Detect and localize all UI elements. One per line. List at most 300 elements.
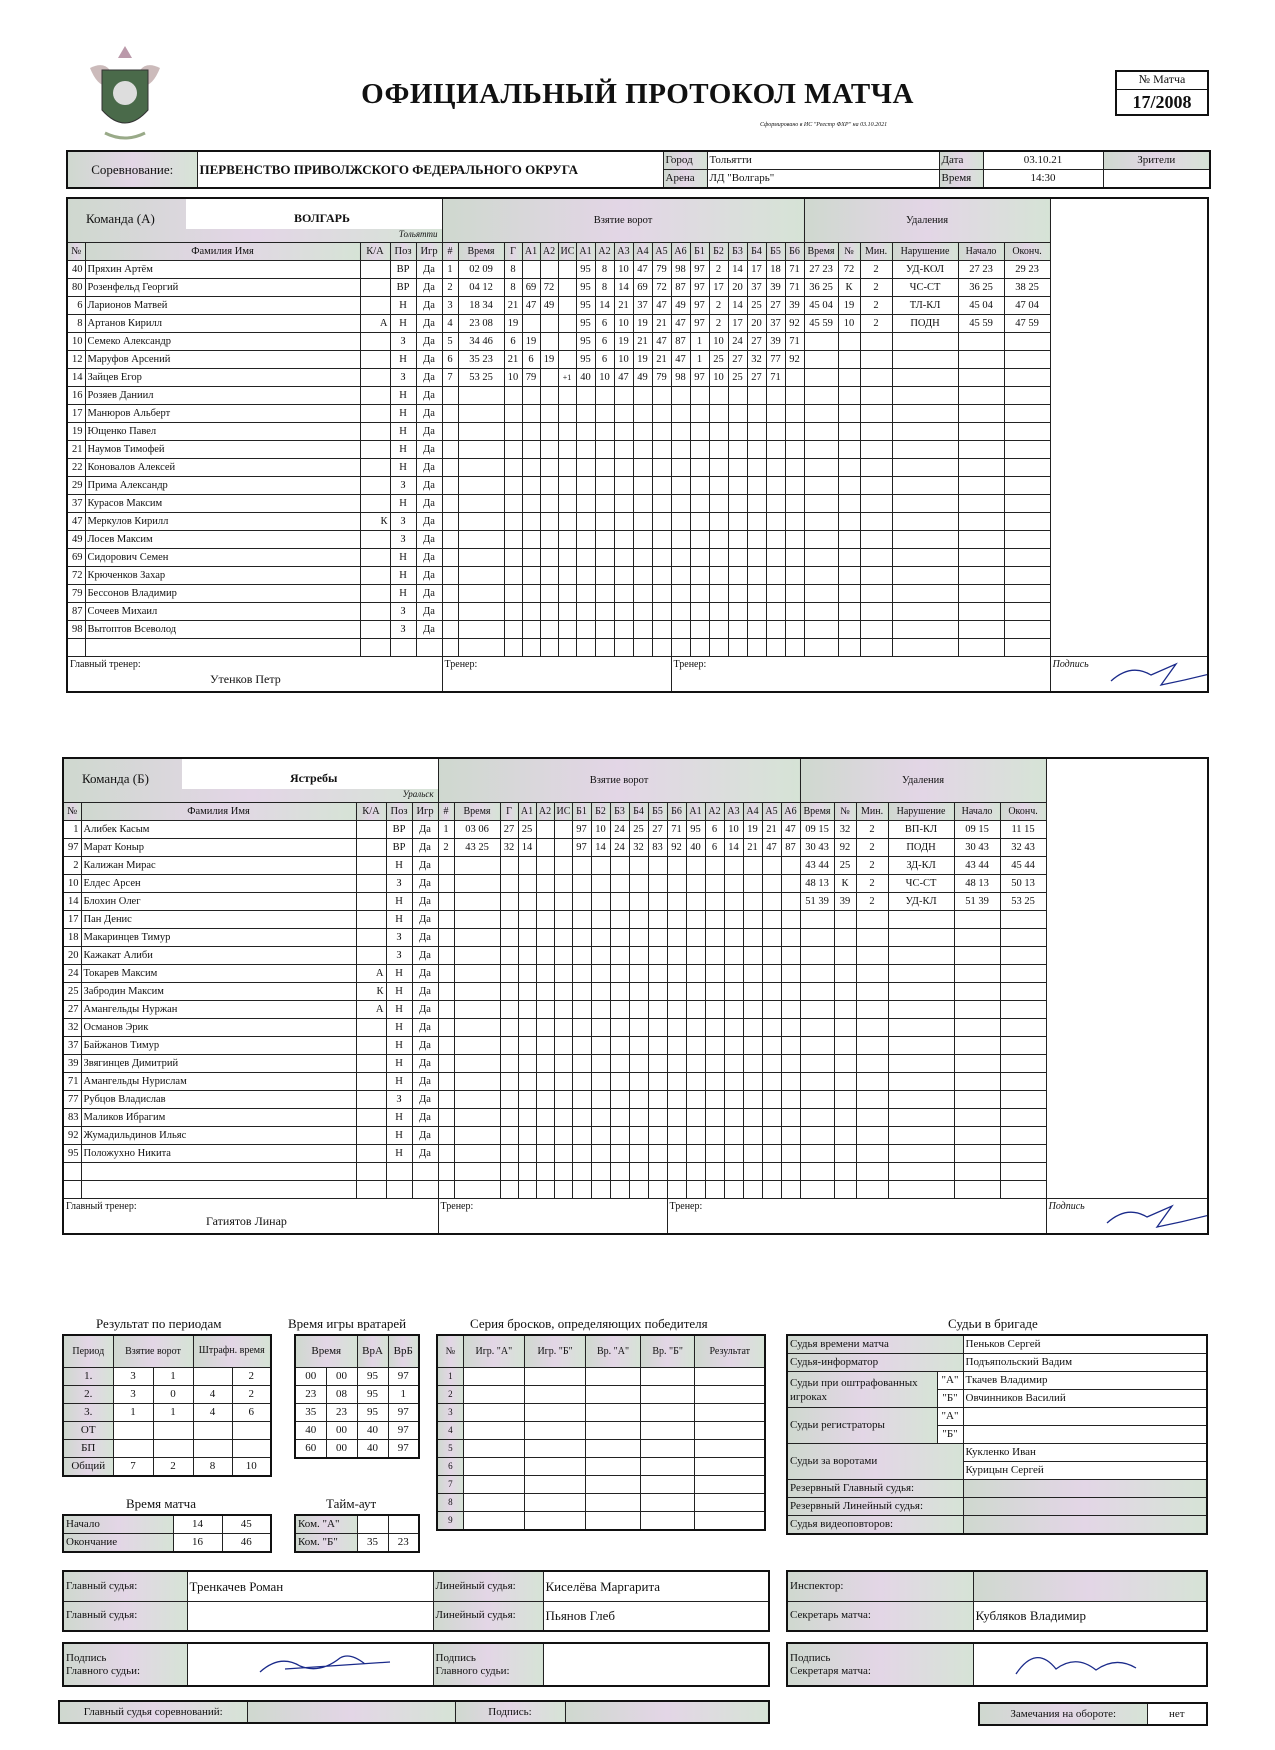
teamB-penalty-cell (1000, 1072, 1046, 1090)
teamB-goal-cell (591, 964, 610, 982)
teamB-row (63, 910, 1208, 928)
teamA-goal-cell (504, 602, 522, 620)
teamB-goal-cell (438, 1162, 454, 1180)
teamA-penalty-cell: 47 59 (1004, 314, 1050, 332)
teamA-penalty-cell (1004, 368, 1050, 386)
teamA-goal-cell: 6 (442, 350, 458, 368)
teamB-goal-cell (591, 928, 610, 946)
teamB-goal-cell (743, 964, 762, 982)
teamB-goal-cell: 83 (648, 838, 667, 856)
teamB-goal-cell (629, 1000, 648, 1018)
teamA-goal-cell (671, 602, 690, 620)
teamA-goal-cell (522, 458, 540, 476)
teamB-goals-col-15: А4 (743, 802, 762, 820)
teamA-player-name: Зайцев Егор (85, 368, 360, 386)
teamB-penalty-cell (856, 910, 888, 928)
teamB-goal-cell (500, 1036, 518, 1054)
teamB-head-coach-cell (63, 1198, 438, 1234)
teamB-goal-cell (454, 1162, 500, 1180)
teamA-goal-cell (614, 512, 633, 530)
teamA-goal-cell (785, 548, 804, 566)
teamB-row (63, 1054, 1208, 1072)
teamB-goal-cell (629, 892, 648, 910)
teamB-player-play: Да (412, 1126, 438, 1144)
teamB-player-num: 97 (63, 838, 81, 856)
teamA-goal-cell (671, 494, 690, 512)
teamB-goal-cell (438, 1108, 454, 1126)
secretary-signature (973, 1643, 1207, 1686)
teamA-goal-cell (690, 476, 709, 494)
teamA-penalty-cell (804, 404, 838, 422)
teamA-goal-cell (522, 314, 540, 332)
inspector-name (973, 1571, 1207, 1601)
teamA-player-name: Розяев Даниил (85, 386, 360, 404)
teamA-goals-col-5: ИС (558, 242, 576, 260)
teamA-goal-cell (540, 314, 558, 332)
teamA-goal-cell (595, 494, 614, 512)
teamA-roster-col-1: Фамилия Имя (85, 242, 360, 260)
teamA-penalty-cell (958, 386, 1004, 404)
teamB-player-pos: Н (386, 910, 412, 928)
arena-label: Арена (663, 170, 707, 189)
teamB-goal-cell: 1 (438, 820, 454, 838)
teamA-goal-cell (558, 260, 576, 278)
teamA-goal-cell: 4 (442, 314, 458, 332)
teamB-team-city: Уральск (402, 788, 434, 799)
teamA-goal-cell (690, 404, 709, 422)
teamA-goal-cell (522, 512, 540, 530)
teamA-goal-cell (540, 530, 558, 548)
teamA-penalty-cell (958, 620, 1004, 638)
teamB-goal-cell (781, 1054, 800, 1072)
match-end-hour: 16 (173, 1534, 222, 1553)
period-value: 8 (193, 1457, 232, 1476)
teamB-penalty-cell (888, 1108, 954, 1126)
teamA-goal-cell: 21 (614, 296, 633, 314)
teamA-goal-cell: 2 (709, 314, 728, 332)
teamB-goal-cell (762, 982, 781, 1000)
period-label: ОТ (63, 1421, 113, 1439)
teamA-penalty-cell (1004, 404, 1050, 422)
period-value: 2 (153, 1457, 193, 1476)
teamA-goal-cell (785, 584, 804, 602)
teamB-player-name: Положухно Никита (81, 1144, 356, 1162)
teamA-player-role (360, 296, 390, 314)
teamA-goal-cell (709, 386, 728, 404)
teamB-goal-cell (743, 874, 762, 892)
teamB-penalty-cell (800, 1036, 834, 1054)
teamB-penalty-cell: 11 15 (1000, 820, 1046, 838)
teamB-goal-cell (629, 964, 648, 982)
teamA-penalty-cell (958, 494, 1004, 512)
teamA-goal-cell (633, 404, 652, 422)
teamB-goal-cell (454, 964, 500, 982)
teamB-roster-col-3: Поз (386, 802, 412, 820)
teamA-player-num: 14 (67, 368, 85, 386)
teamA-player-name (85, 638, 360, 656)
spectators-value (1103, 170, 1210, 189)
teamA-goal-cell (652, 602, 671, 620)
teamB-goal-cell (591, 1000, 610, 1018)
teamB-goal-cell (648, 1054, 667, 1072)
teamB-player-num: 95 (63, 1144, 81, 1162)
teamB-player-num: 32 (63, 1018, 81, 1036)
period-label: БП (63, 1439, 113, 1457)
teamB-player-pos: З (386, 928, 412, 946)
teamB-goal-cell (686, 1144, 705, 1162)
teamA-goal-cell: 6 (595, 350, 614, 368)
teamA-goal-cell (442, 422, 458, 440)
teamA-penalty-cell (892, 368, 958, 386)
teamA-goal-cell (540, 512, 558, 530)
teamB-penalty-cell (1000, 1108, 1046, 1126)
teamB-goal-cell (743, 982, 762, 1000)
teamA-goal-cell: 8 (595, 260, 614, 278)
teamA-goal-cell (747, 548, 766, 566)
teamA-goal-cell (785, 386, 804, 404)
teamB-goal-cell: 27 (648, 820, 667, 838)
teamA-penalty-cell (892, 332, 958, 350)
teamA-goal-cell (522, 476, 540, 494)
teamA-penalty-cell (892, 566, 958, 584)
teamA-penalty-cell (958, 440, 1004, 458)
teamA-penalty-cell: 45 59 (804, 314, 838, 332)
teamB-penalty-cell (856, 928, 888, 946)
teamB-goal-cell: 71 (667, 820, 686, 838)
teamB-goal-cell (610, 1072, 629, 1090)
teamB-goal-cell (724, 964, 743, 982)
shootout-cell (524, 1475, 585, 1493)
teamA-goal-cell (728, 476, 747, 494)
goalie-row (295, 1439, 419, 1458)
teamB-penalty-cell (954, 1018, 1000, 1036)
shootout-row-num: 4 (437, 1421, 463, 1439)
teamA-goal-cell: 47 (652, 332, 671, 350)
teamB-penalty-cell (888, 982, 954, 1000)
teamA-penalty-cell (958, 368, 1004, 386)
teamB-player-play: Да (412, 892, 438, 910)
teamA-goal-cell (540, 584, 558, 602)
teamB-goal-cell (554, 892, 572, 910)
teamA-goal-cell (614, 404, 633, 422)
teamA-goal-cell (558, 638, 576, 656)
shootout-cell (463, 1493, 524, 1511)
main-ref-sig-label-2: Главного судьи: (66, 1664, 141, 1677)
timeout-a-label: Ком. "А" (295, 1515, 357, 1534)
teamA-penalty-cell (958, 548, 1004, 566)
teamA-goal-cell (458, 404, 504, 422)
teamA-goal-cell: 95 (576, 350, 595, 368)
teamB-goal-cell (518, 910, 536, 928)
teamB-goal-cell (591, 910, 610, 928)
teamA-pen-col-3: Нарушение (892, 242, 958, 260)
teamB-goal-cell (762, 1018, 781, 1036)
teamA-penalty-cell (838, 638, 860, 656)
shootout-cell (586, 1403, 641, 1421)
teamB-goal-cell (500, 1144, 518, 1162)
teamB-goal-cell (781, 910, 800, 928)
teamA-goal-cell (671, 638, 690, 656)
teamB-goal-cell (572, 964, 591, 982)
shootout-cell (586, 1385, 641, 1403)
teamB-goal-cell (572, 982, 591, 1000)
teamB-goal-cell (438, 910, 454, 928)
teamB-penalty-cell (1000, 982, 1046, 1000)
teamB-penalty-cell (888, 1180, 954, 1198)
teamA-goal-cell (652, 494, 671, 512)
teamA-pen-col-5: Оконч. (1004, 242, 1050, 260)
teamB-goal-cell (629, 1036, 648, 1054)
teamB-goal-cell (705, 910, 724, 928)
teamB-penalty-cell (856, 1090, 888, 1108)
period-value: 1 (153, 1403, 193, 1421)
teamA-goal-cell (785, 512, 804, 530)
teamA-goal-cell: 92 (785, 350, 804, 368)
teamB-goal-cell (629, 910, 648, 928)
teamA-roster-col-2: К/А (360, 242, 390, 260)
teamB-goal-cell: 21 (762, 820, 781, 838)
teamB-goal-cell (572, 1072, 591, 1090)
teamA-goal-cell (558, 278, 576, 296)
teamA-penalty-cell (838, 458, 860, 476)
teamB-goals-col-16: А5 (762, 802, 781, 820)
teamA-goal-cell: 14 (728, 296, 747, 314)
teamB-penalty-cell: 51 39 (800, 892, 834, 910)
goalie-value: 35 (295, 1403, 326, 1421)
teamA-penalty-cell (860, 512, 892, 530)
period-row (63, 1367, 271, 1385)
teamA-goal-cell (709, 440, 728, 458)
teamB-goal-cell (438, 1018, 454, 1036)
teamB-row (63, 820, 1208, 838)
teamA-player-name: Розенфельд Георгий (85, 278, 360, 296)
teamB-goal-cell (724, 892, 743, 910)
teamB-goal-cell (648, 1162, 667, 1180)
spectators-label: Зрители (1103, 151, 1210, 170)
teamB-player-num: 20 (63, 946, 81, 964)
teamB-goal-cell (518, 874, 536, 892)
goalie-row (295, 1421, 419, 1439)
teamB-player-play: Да (412, 1144, 438, 1162)
teamA-player-name: Манюров Альберт (85, 404, 360, 422)
secretary-sig-label-1: Подпись (790, 1651, 831, 1664)
teamA-penalty-cell (804, 350, 838, 368)
teamA-row (67, 620, 1208, 638)
goalie-value: 40 (357, 1421, 388, 1439)
teamB-player-play: Да (412, 1054, 438, 1072)
teamA-goal-cell (558, 440, 576, 458)
teamA-goal-cell: 87 (671, 278, 690, 296)
teamA-signature-cell (1050, 656, 1208, 692)
teamA-goal-cell (558, 512, 576, 530)
timeout-a-sec (388, 1515, 419, 1534)
teamB-row (63, 1162, 1208, 1180)
teamB-goal-cell (518, 892, 536, 910)
teamA-penalty-cell (804, 512, 838, 530)
shootout-cell (695, 1367, 765, 1385)
teamA-goal-cell (614, 386, 633, 404)
main-ref-sig-label (63, 1643, 187, 1686)
teamB-goal-cell (454, 1036, 500, 1054)
teamA-goal-cell (747, 404, 766, 422)
teamA-goal-cell: 8 (504, 260, 522, 278)
teamB-goal-cell (518, 964, 536, 982)
teamB-goal-cell (554, 910, 572, 928)
teamA-goal-cell: 40 (576, 368, 595, 386)
teamB-penalty-cell (856, 1000, 888, 1018)
teamB-penalty-cell (800, 1126, 834, 1144)
shootout-cell (695, 1385, 765, 1403)
teamB-penalty-cell (800, 910, 834, 928)
teamA-player-name: Ларионов Матвей (85, 296, 360, 314)
teamB-goal-cell (686, 964, 705, 982)
teamA-row (67, 350, 1208, 368)
teamB-goal-cell (572, 1144, 591, 1162)
timeout-b-label: Ком. "Б" (295, 1534, 357, 1553)
teamA-goal-cell (652, 566, 671, 584)
period-value (153, 1421, 193, 1439)
competition-label: Соревнование: (67, 151, 197, 188)
teamB-penalty-cell (954, 928, 1000, 946)
teamA-player-name: Артанов Кирилл (85, 314, 360, 332)
teamB-goal-cell (648, 1000, 667, 1018)
period-value (193, 1421, 232, 1439)
teamA-goal-cell (766, 494, 785, 512)
teamA-goal-cell (504, 458, 522, 476)
goal-judge-2: Курицын Сергей (963, 1462, 1207, 1480)
teamA-goal-cell (671, 422, 690, 440)
shootout-head-0: № (437, 1335, 463, 1367)
teamA-goal-cell (652, 530, 671, 548)
teamA-goal-cell (595, 440, 614, 458)
teamA-goal-cell (614, 530, 633, 548)
teamB-penalty-cell (800, 1054, 834, 1072)
teamB-goal-cell (572, 1108, 591, 1126)
teamA-goal-cell: 47 (522, 296, 540, 314)
shootout-cell (695, 1493, 765, 1511)
teamA-penalty-cell (1004, 332, 1050, 350)
officials-table (62, 1570, 770, 1632)
teamB-goal-cell (743, 1000, 762, 1018)
teamA-player-num: 98 (67, 620, 85, 638)
teamA-goal-cell: 19 (522, 332, 540, 350)
teamB-goal-cell (454, 856, 500, 874)
teamB-goal-cell (500, 1126, 518, 1144)
teamB-goal-cell (536, 964, 554, 982)
date-label: Дата (939, 151, 983, 170)
goalie-value: 95 (357, 1403, 388, 1421)
teamB-roster-col-2: К/А (356, 802, 386, 820)
teamA-player-num: 72 (67, 566, 85, 584)
teamB-goal-cell (781, 874, 800, 892)
teamB-goal-cell (762, 1144, 781, 1162)
goalie-value: 97 (388, 1367, 419, 1385)
teamA-goal-cell (522, 260, 540, 278)
teamA-player-pos: Н (390, 404, 416, 422)
teamA-player-name: Крюченков Захар (85, 566, 360, 584)
teamA-player-pos: Н (390, 494, 416, 512)
period-value: 2 (232, 1385, 271, 1403)
competition-name: ПЕРВЕНСТВО ПРИВОЛЖСКОГО ФЕДЕРАЛЬНОГО ОКРУГА (197, 151, 663, 188)
teamB-player-num: 2 (63, 856, 81, 874)
teamB-goal-cell (629, 1090, 648, 1108)
main-ref2-sig-label (433, 1643, 543, 1686)
teamA-player-play: Да (416, 440, 442, 458)
teamB-goal-cell (554, 1144, 572, 1162)
teamA-goal-cell: 17 (728, 314, 747, 332)
teamA-goal-cell (690, 566, 709, 584)
teamB-goal-cell (454, 1018, 500, 1036)
teamB-goal-cell (762, 1090, 781, 1108)
teamA-goal-cell (728, 620, 747, 638)
teamA-player-name: Маруфов Арсений (85, 350, 360, 368)
teamB-player-play: Да (412, 874, 438, 892)
teamA-penalty-cell (860, 368, 892, 386)
protocol-subtitle: Сформировано в ИС "Реестр ФХР" на 03.10.2021 (760, 122, 888, 128)
teamB-penalty-cell (800, 928, 834, 946)
teamA-goal-cell (633, 548, 652, 566)
teamA-goal-cell (458, 548, 504, 566)
match-time-table (62, 1514, 272, 1553)
time-value: 14:30 (983, 170, 1103, 189)
teamA-goal-cell: 23 08 (458, 314, 504, 332)
teamB-goal-cell (686, 1090, 705, 1108)
teamA-goal-cell (747, 422, 766, 440)
teamB-goal-cell (667, 910, 686, 928)
teamA-goal-cell (504, 440, 522, 458)
teamA-goal-cell (766, 602, 785, 620)
shootout-row-num: 3 (437, 1403, 463, 1421)
teamB-player-role (356, 1126, 386, 1144)
main-ref-sig-label-1: Подпись (66, 1651, 107, 1664)
teamA-penalty-cell (1004, 566, 1050, 584)
teamA-goals-col-15: Б4 (747, 242, 766, 260)
teamA-goal-cell (766, 530, 785, 548)
teamA-player-pos: Н (390, 350, 416, 368)
teamA-goal-cell (576, 584, 595, 602)
teamB-goal-cell (554, 874, 572, 892)
teamA-player-pos: Н (390, 422, 416, 440)
shootout-cell (463, 1457, 524, 1475)
teamB-goal-cell (610, 1036, 629, 1054)
teamB-goal-cell: 19 (743, 820, 762, 838)
teamA-penalty-cell (1004, 548, 1050, 566)
teamB-player-play: Да (412, 946, 438, 964)
teamB-goal-cell (554, 1162, 572, 1180)
remarks-label: Замечания на обороте: (979, 1703, 1147, 1725)
teamB-player-pos: З (386, 874, 412, 892)
teamA-goal-cell (747, 602, 766, 620)
teamB-goal-cell: 24 (610, 820, 629, 838)
teamA-goal-cell (442, 386, 458, 404)
teamB-goal-cell (724, 1108, 743, 1126)
teamA-goals-col-17: Б6 (785, 242, 804, 260)
teamB-goal-cell (454, 946, 500, 964)
teamA-goal-cell: 71 (766, 368, 785, 386)
teamB-goal-cell: 43 25 (454, 838, 500, 856)
teamA-player-play: Да (416, 512, 442, 530)
teamB-goal-cell (536, 820, 554, 838)
teamB-goal-cell: 14 (518, 838, 536, 856)
teamB-goal-cell (667, 1180, 686, 1198)
teamB-table (62, 757, 1209, 1235)
teamA-goal-cell (558, 350, 576, 368)
teamB-goal-cell (554, 1018, 572, 1036)
teamB-goal-cell (724, 946, 743, 964)
teamB-penalty-cell (856, 1018, 888, 1036)
teamA-penalty-cell: 2 (860, 314, 892, 332)
teamB-player-role (356, 1180, 386, 1198)
